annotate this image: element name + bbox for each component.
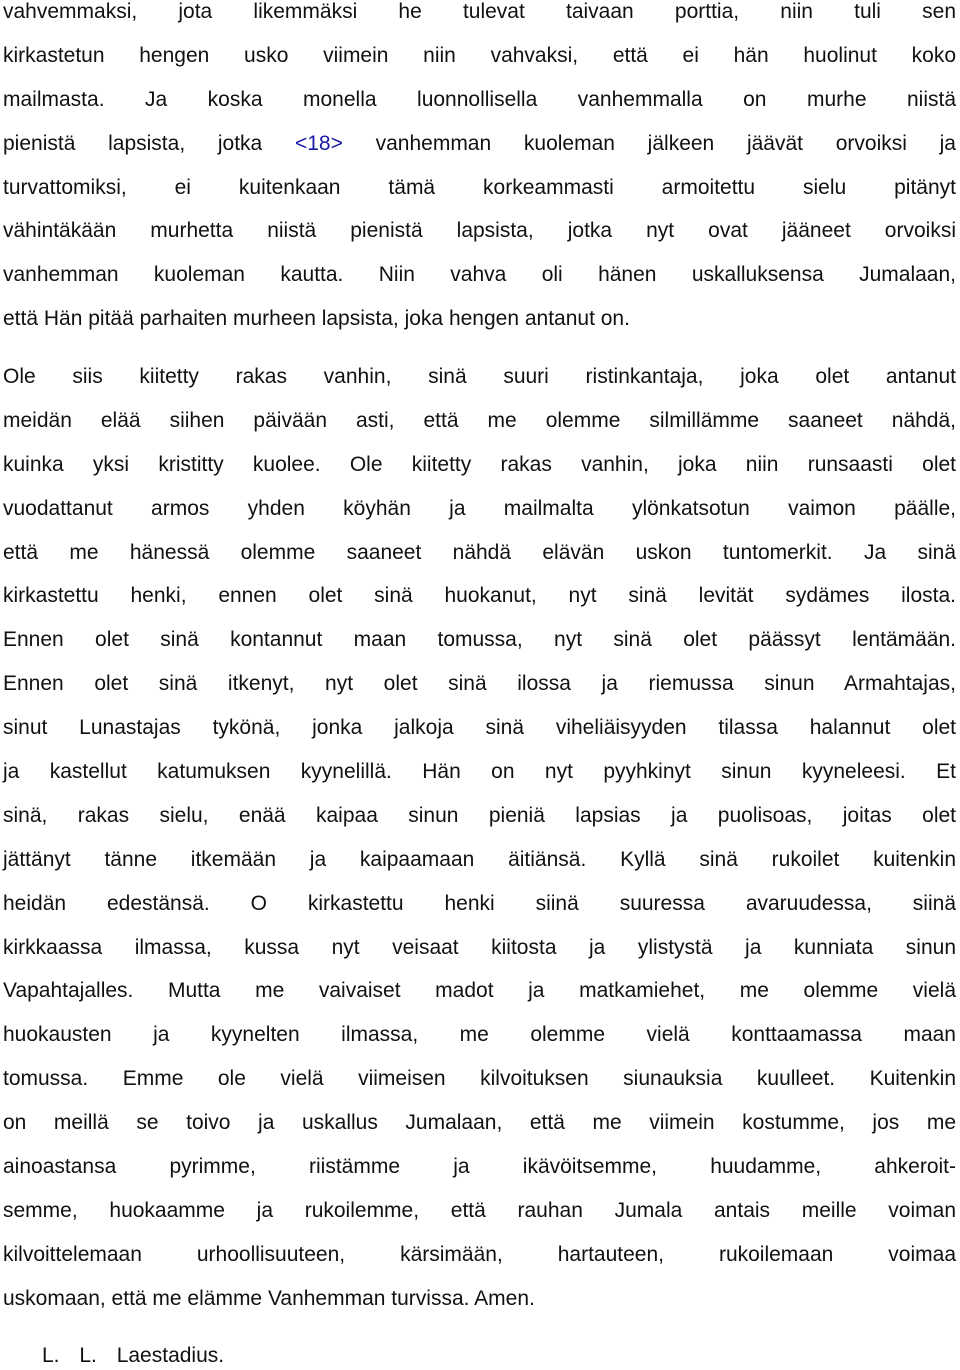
text-line: että Hän pitää parhaiten murheen lapsista, joka hengen antanut on. (3, 307, 630, 331)
text-line: vanhemman kuoleman kautta. Niin vahva oli hänen uskalluksensa Jumalaan, (3, 263, 956, 287)
text-line: huokausten ja kyynelten ilmassa, me olemme vielä konttaamassa maan (3, 1023, 956, 1047)
text-line: on meillä se toivo ja uskallus Jumalaan, että me viimein kostumme, jos me (3, 1111, 956, 1135)
text-line: heidän edestänsä. O kirkastettu henki siinä suuressa avaruudessa, siinä (3, 891, 956, 915)
text-line: ainoastansa pyrimme, riistämme ja ikävöitsemme, huudamme, ahkeroit- (3, 1155, 956, 1179)
text-line: turvattomiksi, ei kuitenkaan tämä korkeammasti armoitettu sielu pitänyt (3, 175, 956, 199)
text-line: kirkkaassa ilmassa, kussa nyt veisaat kiitosta ja ylistystä ja kunniata sinun (3, 935, 956, 959)
text-line: semme, huokaamme ja rukoilemme, että rauhan Jumala antais meille voiman (3, 1198, 956, 1222)
text-line: Vapahtajalles. Mutta me vaivaiset madot ja matkamiehet, me olemme vielä (3, 979, 956, 1003)
text-line (3, 122, 956, 166)
text-line: sinut Lunastajas tykönä, jonka jalkoja sinä viheliäisyyden tilassa halannut olet (3, 716, 956, 740)
text-line: mailmasta. Ja koska monella luonnollisella vanhemmalla on murhe niistä (3, 87, 956, 111)
text-line: Ennen olet sinä kontannut maan tomussa, nyt sinä olet päässyt lentämään. (3, 628, 956, 652)
text-line: meidän elää siihen päivään asti, että me olemme silmillämme saaneet nähdä, (3, 408, 956, 432)
text-line: vahvemmaksi, jota likemmäksi he tulevat taivaan porttia, niin tuli sen (3, 0, 956, 23)
text-line: kuinka yksi kristitty kuolee. Ole kiitetty rakas vanhin, joka niin runsaasti olet (3, 452, 956, 476)
paragraph-2 (3, 355, 956, 1321)
text-line: kirkastettu henki, ennen olet sinä huokanut, nyt sinä levität sydämes ilosta. (3, 584, 956, 608)
text-line: tomussa. Emme ole vielä viimeisen kilvoituksen siunauksia kuulleet. Kuitenkin (3, 1067, 956, 1091)
text-line: uskomaan, että me elämme Vanhemman turvissa. Amen. (3, 1286, 535, 1310)
text-line: vuodattanut armos yhden köyhän ja mailmalta ylönkatsotun vaimon päälle, (3, 496, 956, 520)
text-line: ja kastellut katumuksen kyynelillä. Hän on nyt pyyhkinyt sinun kyyneleesi. Et (3, 760, 956, 784)
text-line: vähintäkään murhetta niistä pienistä lapsista, jotka nyt ovat jääneet orvoiksi (3, 219, 956, 243)
text-line: että me hänessä olemme saaneet nähdä elävän uskon tuntomerkit. Ja sinä (3, 540, 956, 564)
text-line: kilvoittelemaan urhoollisuuteen, kärsimään, hartauteen, rukoilemaan voimaa (3, 1242, 956, 1266)
paragraph-1 (3, 0, 956, 341)
signature: L. L. Laestadius. (42, 1344, 225, 1367)
text-segment: vanhemman kuoleman jälkeen jäävät orvoiksi ja (342, 131, 956, 155)
text-line: kirkastetun hengen usko viimein niin vahvaksi, että ei hän huolinut koko (3, 43, 956, 67)
text-line: Ennen olet sinä itkenyt, nyt olet sinä ilossa ja riemussa sinun Armahtajas, (3, 672, 956, 696)
text-segment: pienistä lapsista, jotka (3, 131, 295, 155)
page-reference-link[interactable]: <18> (294, 131, 343, 155)
text-line: sinä, rakas sielu, enää kaipaa sinun pieniä lapsias ja puolisoas, joitas olet (3, 803, 956, 827)
text-line: jättänyt tänne itkemään ja kaipaamaan äitiänsä. Kyllä sinä rukoilet kuitenkin (3, 847, 956, 871)
text-line: Ole siis kiitetty rakas vanhin, sinä suuri ristinkantaja, joka olet antanut (3, 365, 956, 388)
